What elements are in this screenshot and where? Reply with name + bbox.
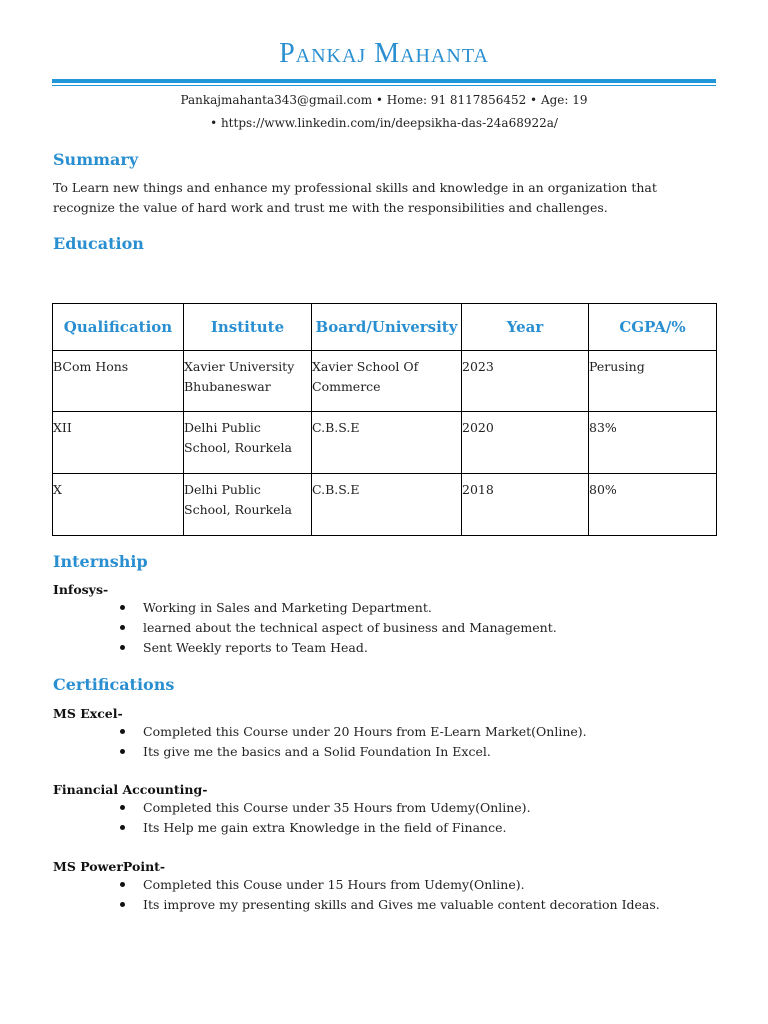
table-cell: Delhi Public School, Rourkela bbox=[184, 474, 312, 536]
certifications-heading: Certifications bbox=[53, 675, 175, 694]
header-rule-thin bbox=[52, 85, 716, 86]
education-table bbox=[52, 303, 717, 536]
table-cell: 80% bbox=[589, 474, 717, 536]
table-cell: C.B.S.E bbox=[312, 474, 462, 536]
certification-title: MS Excel- bbox=[53, 706, 123, 721]
list-item: Completed this Course under 20 Hours from E-Learn Market(Online). bbox=[118, 722, 587, 742]
summary-heading: Summary bbox=[53, 150, 139, 169]
table-cell: BCom Hons bbox=[53, 351, 184, 412]
table-cell: 2020 bbox=[462, 412, 589, 474]
internship-list bbox=[118, 598, 557, 658]
table-cell: Perusing bbox=[589, 351, 717, 412]
candidate-name: Pankaj Mahanta bbox=[279, 38, 489, 69]
list-item: Its improve my presenting skills and Gives me valuable content decoration Ideas. bbox=[118, 895, 660, 915]
table-cell: 83% bbox=[589, 412, 717, 474]
certification-title: Financial Accounting- bbox=[53, 782, 208, 797]
education-heading: Education bbox=[53, 234, 144, 253]
list-item: Sent Weekly reports to Team Head. bbox=[118, 638, 557, 658]
list-item: Its Help me gain extra Knowledge in the field of Finance. bbox=[118, 818, 531, 838]
list-item: learned about the technical aspect of business and Management. bbox=[118, 618, 557, 638]
table-cell: Xavier School Of Commerce bbox=[312, 351, 462, 412]
internship-heading: Internship bbox=[53, 552, 148, 571]
table-row bbox=[53, 412, 717, 474]
header-rule-thick bbox=[52, 79, 716, 83]
list-item: Completed this Couse under 15 Hours from Udemy(Online). bbox=[118, 875, 660, 895]
table-row bbox=[53, 474, 717, 536]
table-cell: 2023 bbox=[462, 351, 589, 412]
column-header: CGPA/% bbox=[589, 304, 717, 351]
certification-list bbox=[118, 798, 531, 838]
list-item: Completed this Course under 35 Hours from Udemy(Online). bbox=[118, 798, 531, 818]
table-cell: Xavier University Bhubaneswar bbox=[184, 351, 312, 412]
column-header: Qualification bbox=[53, 304, 184, 351]
column-header: Board/University bbox=[312, 304, 462, 351]
table-cell: XII bbox=[53, 412, 184, 474]
table-header-row bbox=[53, 304, 717, 351]
certification-title: MS PowerPoint- bbox=[53, 859, 166, 874]
list-item: Its give me the basics and a Solid Foundation In Excel. bbox=[118, 742, 587, 762]
column-header: Year bbox=[462, 304, 589, 351]
linkedin-link[interactable]: • https://www.linkedin.com/in/deepsikha-das-24a68922a/ bbox=[210, 116, 558, 130]
internship-company: Infosys- bbox=[53, 582, 109, 597]
table-cell: X bbox=[53, 474, 184, 536]
list-item: Working in Sales and Marketing Department. bbox=[118, 598, 557, 618]
certification-list bbox=[118, 722, 587, 762]
table-row bbox=[53, 351, 717, 412]
column-header: Institute bbox=[184, 304, 312, 351]
table-cell: Delhi Public School, Rourkela bbox=[184, 412, 312, 474]
contact-info: Pankajmahanta343@gmail.com • Home: 91 8117856452 • Age: 19 bbox=[180, 93, 588, 107]
table-cell: C.B.S.E bbox=[312, 412, 462, 474]
summary-text: To Learn new things and enhance my professional skills and knowledge in an organization that recognize the value of hard work and trust me with the responsibilities and challenges. bbox=[53, 180, 657, 215]
table-cell: 2018 bbox=[462, 474, 589, 536]
certification-list bbox=[118, 875, 660, 915]
